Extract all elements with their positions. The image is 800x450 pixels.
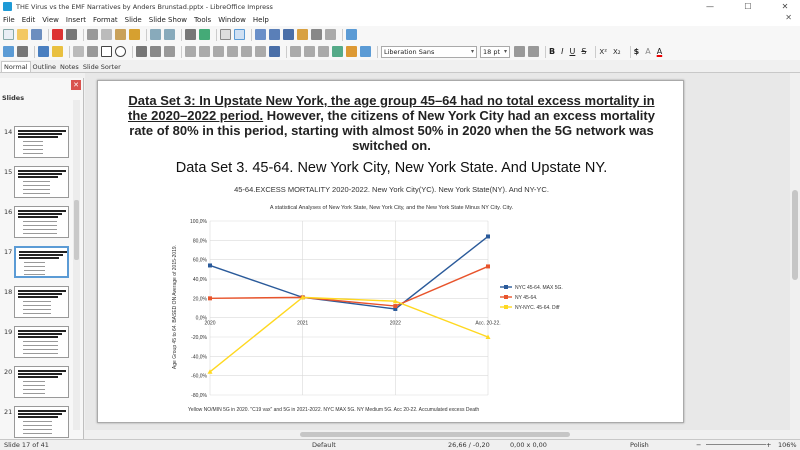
- thumbnail-text-line: [18, 136, 58, 138]
- horizontal-scroll-thumb[interactable]: [300, 432, 570, 437]
- slide-thumbnail-number: 15: [4, 168, 13, 176]
- legend-entry: NY-NYC. 45-64. Diff: [515, 305, 560, 311]
- thumbnail-text-line: [19, 257, 59, 259]
- vertical-scroll-thumb[interactable]: [792, 190, 798, 280]
- menu-insert[interactable]: Insert: [65, 15, 86, 24]
- increase-font-icon[interactable]: [514, 46, 525, 57]
- data-point: [393, 304, 397, 308]
- font-size-combo[interactable]: 18 pt ▾: [480, 46, 510, 58]
- zoom-slider[interactable]: [706, 444, 766, 445]
- cut-icon[interactable]: [87, 29, 98, 40]
- new-slide-icon[interactable]: [297, 29, 308, 40]
- menu-window[interactable]: Window: [218, 15, 246, 24]
- slide-thumbnail[interactable]: [14, 206, 69, 238]
- x-tick-label: 2022: [389, 320, 401, 327]
- separator: [181, 46, 182, 58]
- slide-layout-icon[interactable]: [346, 29, 357, 40]
- separator: [342, 29, 343, 41]
- thumbnail-text-line: [18, 130, 66, 132]
- shadow-text-button[interactable]: $: [633, 47, 640, 56]
- y-axis-label: Age Group 45 to 64. BASED ON Average of 2015-2019.: [172, 244, 178, 370]
- slide-heading[interactable]: [118, 93, 665, 153]
- menu-slide-show[interactable]: Slide Show: [148, 15, 187, 24]
- display-views-icon[interactable]: [255, 29, 266, 40]
- thumbnail-content-line: [24, 262, 45, 263]
- language[interactable]: Polish: [630, 441, 649, 449]
- chart-heading[interactable]: 45-64.EXCESS MORTALITY 2020-2022. New York City(YC). New York State(NY). And NY-YC.: [234, 185, 549, 194]
- rectangle-icon[interactable]: [101, 46, 112, 57]
- y-tick-label: 40,0%: [192, 277, 207, 283]
- thumbnail-content-line: [23, 349, 58, 350]
- data-point: [208, 296, 212, 300]
- thumbnail-text-line: [19, 254, 63, 256]
- menu-tools[interactable]: Tools: [193, 15, 212, 24]
- y-tick-label: -20,0%: [191, 335, 207, 341]
- y-tick-label: 100,0%: [190, 219, 207, 225]
- paste-icon[interactable]: [115, 29, 126, 40]
- thumbnail-text-line: [18, 370, 66, 372]
- start-slideshow-icon[interactable]: [283, 29, 294, 40]
- y-tick-label: -40,0%: [191, 354, 207, 361]
- thumbnail-text-line: [18, 133, 62, 135]
- legend-entry: NY 45-64.: [515, 295, 538, 301]
- fill-color-icon[interactable]: [52, 46, 63, 57]
- close-window-button[interactable]: ✕: [781, 2, 789, 11]
- thumbnail-text-line: [18, 213, 62, 215]
- y-tick-label: 80,0%: [192, 238, 207, 245]
- thumbnail-text-line: [18, 176, 58, 178]
- separator: [216, 29, 217, 41]
- thumbnail-content-line: [23, 341, 58, 342]
- flowchart-icon[interactable]: [227, 46, 238, 57]
- slide-thumbnail[interactable]: [14, 406, 69, 438]
- standard-toolbar: [0, 26, 800, 43]
- shadow-icon[interactable]: [360, 46, 371, 57]
- thumbnail-content-line: [23, 305, 51, 306]
- slide-thumbnail-number: 18: [4, 288, 13, 296]
- thumbnail-content-line: [23, 149, 43, 150]
- decrease-font-icon[interactable]: [528, 46, 539, 57]
- slide-thumbnail-number: 14: [4, 128, 13, 136]
- y-tick-labels: [190, 219, 208, 399]
- export-pdf-icon[interactable]: [52, 29, 63, 40]
- data-point: [486, 264, 490, 268]
- series-line: [210, 297, 488, 371]
- redo-icon[interactable]: [164, 29, 175, 40]
- close-panel-button[interactable]: ✕: [71, 80, 81, 90]
- heading-underlined: Data Set 3: In Upstate New York, the age group 45–64 had no total excess mortality in the 2020–2022 period.: [128, 93, 655, 123]
- menu-view[interactable]: View: [42, 15, 59, 24]
- thumbnail-content-line: [23, 429, 52, 430]
- zoom-level[interactable]: 106%: [778, 441, 797, 449]
- connectors-icon[interactable]: [164, 46, 175, 57]
- view-tabs: [0, 61, 800, 73]
- data-point: [208, 263, 212, 267]
- undo-icon[interactable]: [150, 29, 161, 40]
- curves-icon[interactable]: [150, 46, 161, 57]
- x-tick-labels: [204, 321, 500, 327]
- separator: [181, 29, 182, 41]
- thumbnail-content-line: [24, 274, 45, 275]
- thumbnail-content-line: [23, 145, 43, 146]
- thumbnail-text-line: [18, 376, 58, 378]
- duplicate-slide-icon[interactable]: [311, 29, 322, 40]
- separator: [69, 46, 70, 58]
- thumbnail-content-line: [23, 193, 50, 194]
- object-size: 0,00 x 0,00: [510, 441, 547, 449]
- menu-slide[interactable]: Slide: [124, 15, 142, 24]
- current-slide[interactable]: [97, 80, 684, 423]
- minimize-button[interactable]: —: [706, 2, 714, 11]
- stars-icon[interactable]: [255, 46, 266, 57]
- y-tick-label: 0,0%: [195, 315, 207, 322]
- master-slide-name[interactable]: Default: [312, 441, 336, 449]
- thumbnail-content-line: [23, 233, 57, 234]
- slide-subtitle[interactable]: Data Set 3. 45-64. New York City, New York State. And Upstate NY.: [175, 160, 608, 176]
- thumbnail-content-line: [23, 385, 45, 386]
- copy-icon[interactable]: [101, 29, 112, 40]
- maximize-button[interactable]: ☐: [744, 2, 752, 11]
- x-tick-label: 2021: [297, 320, 309, 327]
- menu-edit[interactable]: Edit: [21, 15, 36, 24]
- thumbnail-text-line: [19, 251, 67, 253]
- y-tick-label: -60,0%: [191, 373, 207, 380]
- impress-logo-icon: [3, 2, 12, 11]
- select-icon[interactable]: [3, 46, 14, 57]
- thumbnail-text-line: [18, 290, 66, 292]
- slide-thumbnail[interactable]: [14, 366, 69, 398]
- thumbnail-text-line: [18, 173, 62, 175]
- italic-button[interactable]: I: [561, 47, 564, 56]
- zoom-in-button[interactable]: +: [766, 441, 772, 449]
- tab-normal[interactable]: Normal: [1, 61, 31, 72]
- y-tick-label: -80,0%: [191, 393, 207, 399]
- tab-notes[interactable]: Notes: [60, 63, 79, 71]
- image-filter-icon[interactable]: [346, 46, 357, 57]
- find-replace-icon[interactable]: [185, 29, 196, 40]
- subscript-button[interactable]: X₂: [613, 47, 621, 56]
- toggle-extrusion-icon[interactable]: [332, 46, 343, 57]
- tab-slide-sorter[interactable]: Slide Sorter: [82, 63, 121, 71]
- menu-file[interactable]: File: [3, 15, 15, 24]
- chart-legend: [500, 285, 563, 311]
- delete-slide-icon[interactable]: [325, 29, 336, 40]
- thumbnail-content-line: [23, 309, 51, 310]
- separator: [48, 29, 49, 41]
- thumbnail-content-line: [23, 389, 45, 390]
- thumbnail-content-line: [23, 181, 50, 182]
- panel-scroll-thumb[interactable]: [74, 200, 79, 260]
- panel-scrollbar[interactable]: [73, 100, 80, 430]
- thumbnail-text-line: [18, 330, 66, 332]
- thumbnail-content-line: [23, 433, 52, 434]
- new-icon[interactable]: [3, 29, 14, 40]
- slide-thumbnail-number: 16: [4, 208, 13, 216]
- arrange-icon[interactable]: [318, 46, 329, 57]
- slide-thumbnail-number: 19: [4, 328, 13, 336]
- grid-icon[interactable]: [220, 29, 231, 40]
- legend-swatch-marker: [504, 285, 508, 289]
- fontwork-icon[interactable]: [87, 46, 98, 57]
- separator: [132, 46, 133, 58]
- superscript-button[interactable]: X²: [599, 47, 608, 56]
- helplines-icon[interactable]: [234, 29, 245, 40]
- thumbnail-content-line: [23, 313, 51, 314]
- thumbnail-text-line: [18, 216, 58, 218]
- y-tick-label: 60,0%: [192, 257, 207, 264]
- thumbnail-content-line: [23, 225, 57, 226]
- separator: [545, 46, 546, 58]
- menu-bar: [0, 13, 800, 26]
- thumbnail-content-line: [23, 345, 58, 346]
- thumbnail-text-line: [18, 210, 66, 212]
- bold-button[interactable]: B: [549, 47, 556, 56]
- 3d-objects-icon[interactable]: [269, 46, 280, 57]
- separator: [595, 46, 596, 58]
- thumbnail-content-line: [23, 185, 50, 186]
- zoom-out-button[interactable]: −: [696, 441, 702, 449]
- title-bar: [0, 0, 800, 13]
- print-icon[interactable]: [66, 29, 77, 40]
- underline-button[interactable]: U: [569, 47, 576, 56]
- slide-thumbnail[interactable]: [14, 326, 69, 358]
- thumbnail-content-line: [23, 153, 43, 154]
- separator: [251, 29, 252, 41]
- slide-thumbnail-number: 21: [4, 408, 13, 416]
- font-color-button[interactable]: A: [656, 47, 663, 56]
- chart-grid: [210, 221, 488, 395]
- slide-thumbnail[interactable]: [14, 286, 69, 318]
- thumbnail-text-line: [18, 416, 58, 418]
- thumbnail-text-line: [18, 170, 66, 172]
- tab-outline[interactable]: Outline: [32, 63, 57, 71]
- thumbnail-content-line: [23, 229, 57, 230]
- clear-formatting-button[interactable]: A: [645, 47, 651, 56]
- slides-panel-title: Slides: [2, 94, 25, 102]
- slide-count: Slide 17 of 41: [4, 441, 49, 449]
- y-tick-label: 20,0%: [192, 296, 207, 303]
- thumbnail-text-line: [18, 333, 62, 335]
- save-icon[interactable]: [31, 29, 42, 40]
- thumbnail-text-line: [18, 410, 66, 412]
- thumbnail-text-line: [18, 293, 62, 295]
- x-tick-label: 2020: [204, 320, 216, 327]
- thumbnail-content-line: [24, 270, 45, 271]
- open-icon[interactable]: [17, 29, 28, 40]
- menu-help[interactable]: Help: [252, 15, 269, 24]
- legend-entry: NYC 45-64. MAX 5G.: [515, 285, 563, 291]
- ellipse-icon[interactable]: [115, 46, 126, 57]
- thumbnail-content-line: [23, 425, 52, 426]
- slide-thumbnail[interactable]: [14, 126, 69, 158]
- separator: [377, 46, 378, 58]
- basic-shapes-icon[interactable]: [185, 46, 196, 57]
- font-name-combo[interactable]: Liberation Sans ▾: [381, 46, 477, 58]
- close-document-icon[interactable]: ✕: [785, 13, 792, 22]
- data-point: [486, 234, 490, 238]
- symbol-shapes-icon[interactable]: [199, 46, 210, 57]
- thumbnail-content-line: [23, 393, 45, 394]
- strikethrough-button[interactable]: S: [581, 47, 587, 56]
- slide-footnote[interactable]: Yellow NO/MIN 5G in 2020. "C19 vax" and 5G in 2021-2022. NYC MAX 5G. NY Medium 5G. Acc 20-22. Accumulated excess Death: [188, 407, 480, 413]
- thumbnail-text-line: [18, 296, 58, 298]
- text-box-icon[interactable]: [73, 46, 84, 57]
- thumbnail-content-line: [23, 301, 51, 302]
- separator: [83, 29, 84, 41]
- align-icon[interactable]: [304, 46, 315, 57]
- callouts-icon[interactable]: [241, 46, 252, 57]
- block-arrows-icon[interactable]: [213, 46, 224, 57]
- chart-series: [208, 234, 491, 373]
- thumbnail-content-line: [23, 421, 52, 422]
- slide-thumbnail[interactable]: [14, 166, 69, 198]
- thumbnail-content-line: [23, 189, 50, 190]
- thumbnail-text-line: [18, 336, 58, 338]
- menu-format[interactable]: Format: [92, 15, 118, 24]
- legend-swatch-marker: [504, 305, 508, 309]
- chart-title: A statistical Analyses of New York State, New York City, and the New York State Minus NY City. City.: [269, 205, 514, 211]
- cursor-position: 26,66 / -0,20: [448, 441, 490, 449]
- lines-arrows-icon[interactable]: [136, 46, 147, 57]
- thumbnail-content-line: [23, 353, 58, 354]
- separator: [630, 46, 631, 58]
- thumbnail-text-line: [18, 373, 62, 375]
- thumbnail-content-line: [23, 141, 43, 142]
- x-tick-label: Acc. 20-22.: [475, 320, 501, 327]
- separator: [286, 46, 287, 58]
- thumbnail-content-line: [23, 221, 57, 222]
- thumbnail-content-line: [23, 381, 45, 382]
- spelling-icon[interactable]: [199, 29, 210, 40]
- drawing-toolbar: [0, 43, 800, 60]
- master-slide-icon[interactable]: [269, 29, 280, 40]
- separator: [146, 29, 147, 41]
- slide-thumbnail-number: 20: [4, 368, 13, 376]
- rotate-icon[interactable]: [290, 46, 301, 57]
- status-bar: [0, 439, 800, 450]
- legend-swatch-marker: [504, 295, 508, 299]
- separator: [34, 46, 35, 58]
- clone-format-icon[interactable]: [129, 29, 140, 40]
- slide-thumbnail[interactable]: [14, 246, 69, 278]
- series-line: [210, 266, 488, 306]
- line-color-icon[interactable]: [38, 46, 49, 57]
- thumbnail-text-line: [18, 413, 62, 415]
- zoom-icon[interactable]: [17, 46, 28, 57]
- heading-rest: However, the citizens of New York City had an excess mortality rate of 80% in this period, starting with almost 50% in 2020 when the 5G network was switched on.: [129, 108, 655, 153]
- thumbnail-content-line: [24, 266, 45, 267]
- line-chart[interactable]: [168, 217, 588, 403]
- window-title: THE Virus vs the EMF Narratives by Anders Brunstad.pptx - LibreOffice Impress: [16, 2, 273, 11]
- slide-thumbnail-number: 17: [4, 248, 13, 256]
